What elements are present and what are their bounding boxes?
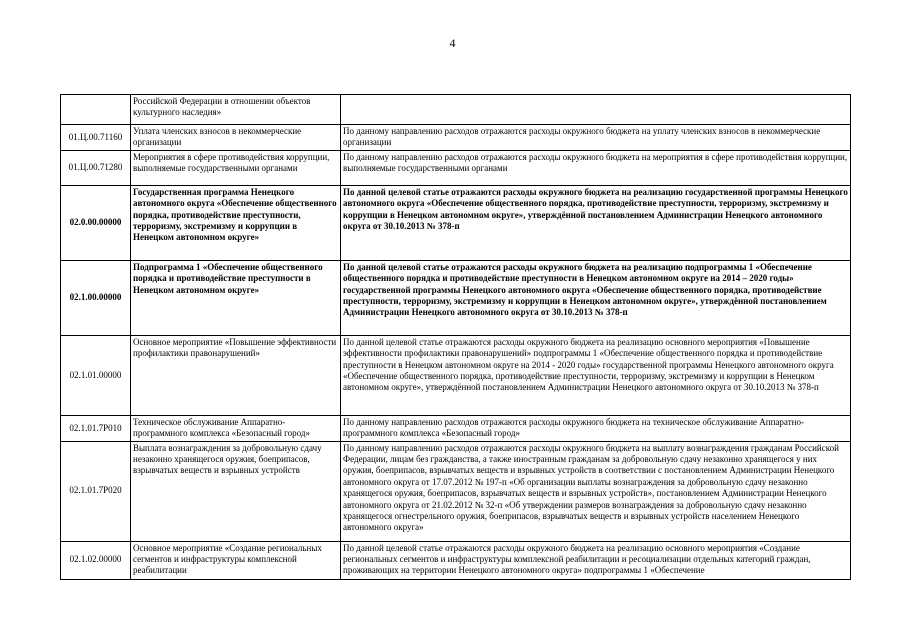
expense-description-cell: По данному направлению расходов отражаются расходы окружного бюджета на техническое обслуживание Аппаратно-программного комплекса «Безопасный город» — [341, 415, 851, 441]
expense-description-cell — [341, 95, 851, 125]
expense-name-cell: Техническое обслуживание Аппаратно-программного комплекса «Безопасный город» — [131, 415, 341, 441]
expense-description-cell: По данной целевой статье отражаются расходы окружного бюджета на реализацию подпрограммы 1 «Обеспечение общественного порядка и противодействие преступности в Ненецком автономном округе на 2014 – 2020 годы» государственной программы Ненецкого автономного округа «Обеспечение общественного порядка, противодействие преступности, терроризму, экстремизму и коррупции в Ненецком автономном округе», утверждённой постановлением Администрации Ненецкого автономного округа от 30.10.2013 № 378-п — [341, 260, 851, 335]
budget-code-cell — [61, 95, 131, 125]
expense-description-cell: По данной целевой статье отражаются расходы окружного бюджета на реализацию государственной программы Ненецкого автономного округа «Обеспечение общественного порядка, противодействие преступности, терроризму, экстремизму и коррупции в Ненецком автономном округе», утверждённой постановлением Администрации Ненецкого автономного округа от 30.10.2013 № 378-п — [341, 185, 851, 260]
expense-description-cell: По данной целевой статье отражаются расходы окружного бюджета на реализацию основного мероприятия «Создание региональных сегментов и инфраструктуры комплексной реабилитации и ресоциализации отдельных категорий граждан, проживающих на территории Ненецкого автономного округа» подпрограммы 1 «Обеспечение — [341, 541, 851, 579]
page-number: 4 — [449, 36, 456, 50]
table-body — [61, 95, 851, 580]
table-row — [61, 185, 851, 260]
budget-code-cell: 02.0.00.00000 — [61, 185, 131, 260]
budget-code-cell: 02.1.01.7Р020 — [61, 441, 131, 541]
expense-description-cell: По данному направлению расходов отражаются расходы окружного бюджета на выплату вознаграждения гражданам Российской Федерации, лицам без гражданства, а также иностранным гражданам за добровольную сдачу незаконно хранящегося у них оружия, боеприпасов, взрывчатых веществ и взрывных устройств в соответствии с постановлением Администрации Ненецкого автономного округа от 17.07.2012 № 197-п «Об организации выплаты вознаграждения за добровольную сдачу незаконно хранящегося оружия, боеприпасов, взрывчатых веществ и взрывных устройств», постановлением Администрации Ненецкого автономного округа от 21.02.2012 № 32-п «Об утверждении размеров вознаграждения за добровольную сдачу незаконно хранящегося огнестрельного оружия, боеприпасов, взрывчатых веществ и взрывных устройств населением Ненецкого автономного округа» — [341, 441, 851, 541]
budget-classification-table — [60, 94, 851, 580]
expense-name-cell: Выплата вознаграждения за добровольную сдачу незаконно хранящегося оружия, боеприпасов, взрывчатых веществ и взрывных устройств — [131, 441, 341, 541]
expense-name-cell: Уплата членских взносов в некоммерческие организации — [131, 125, 341, 151]
expense-name-cell: Основное мероприятие «Создание региональных сегментов и инфраструктуры комплексной реабилитации — [131, 541, 341, 579]
table-row — [61, 125, 851, 151]
expense-description-cell: По данной целевой статье отражаются расходы окружного бюджета на реализацию основного мероприятия «Повышение эффективности профилактики правонарушений» подпрограммы 1 «Обеспечение общественного порядка и противодействие преступности в Ненецком автономном округе на 2014 - 2020 годы» государственной программы Ненецкого автономного округа «Обеспечение общественного порядка, противодействие преступности, терроризму, экстремизму и коррупции в Ненецком автономном округе», утверждённой постановлением Администрации Ненецкого автономного округа от 30.10.2013 № 378-п — [341, 335, 851, 415]
budget-code-cell: 01.Ц.00.71160 — [61, 125, 131, 151]
budget-code-cell: 02.1.01.00000 — [61, 335, 131, 415]
expense-description-cell: По данному направлению расходов отражаются расходы окружного бюджета на мероприятия в сфере противодействия коррупции, выполняемые государственными органами — [341, 150, 851, 185]
table-row — [61, 150, 851, 185]
table-row — [61, 335, 851, 415]
expense-name-cell: Российской Федерации в отношении объектов культурного наследия» — [131, 95, 341, 125]
budget-code-cell: 02.1.01.7Р010 — [61, 415, 131, 441]
expense-name-cell: Мероприятия в сфере противодействия коррупции, выполняемые государственными органами — [131, 150, 341, 185]
table-row — [61, 541, 851, 579]
expense-description-cell: По данному направлению расходов отражаются расходы окружного бюджета на уплату членских взносов в некоммерческие организации — [341, 125, 851, 151]
table-row — [61, 441, 851, 541]
table-row — [61, 95, 851, 125]
expense-name-cell: Основное мероприятие «Повышение эффективности профилактики правонарушений» — [131, 335, 341, 415]
table-row — [61, 415, 851, 441]
expense-name-cell: Подпрограмма 1 «Обеспечение общественного порядка и противодействие преступности в Ненецком автономном округе» — [131, 260, 341, 335]
budget-code-cell: 02.1.00.00000 — [61, 260, 131, 335]
budget-code-cell: 01.Ц.00.71280 — [61, 150, 131, 185]
budget-code-cell: 02.1.02.00000 — [61, 541, 131, 579]
table-row — [61, 260, 851, 335]
expense-name-cell: Государственная программа Ненецкого автономного округа «Обеспечение общественного порядка, противодействие преступности, терроризму, экстремизму и коррупции в Ненецком автономном округе» — [131, 185, 341, 260]
